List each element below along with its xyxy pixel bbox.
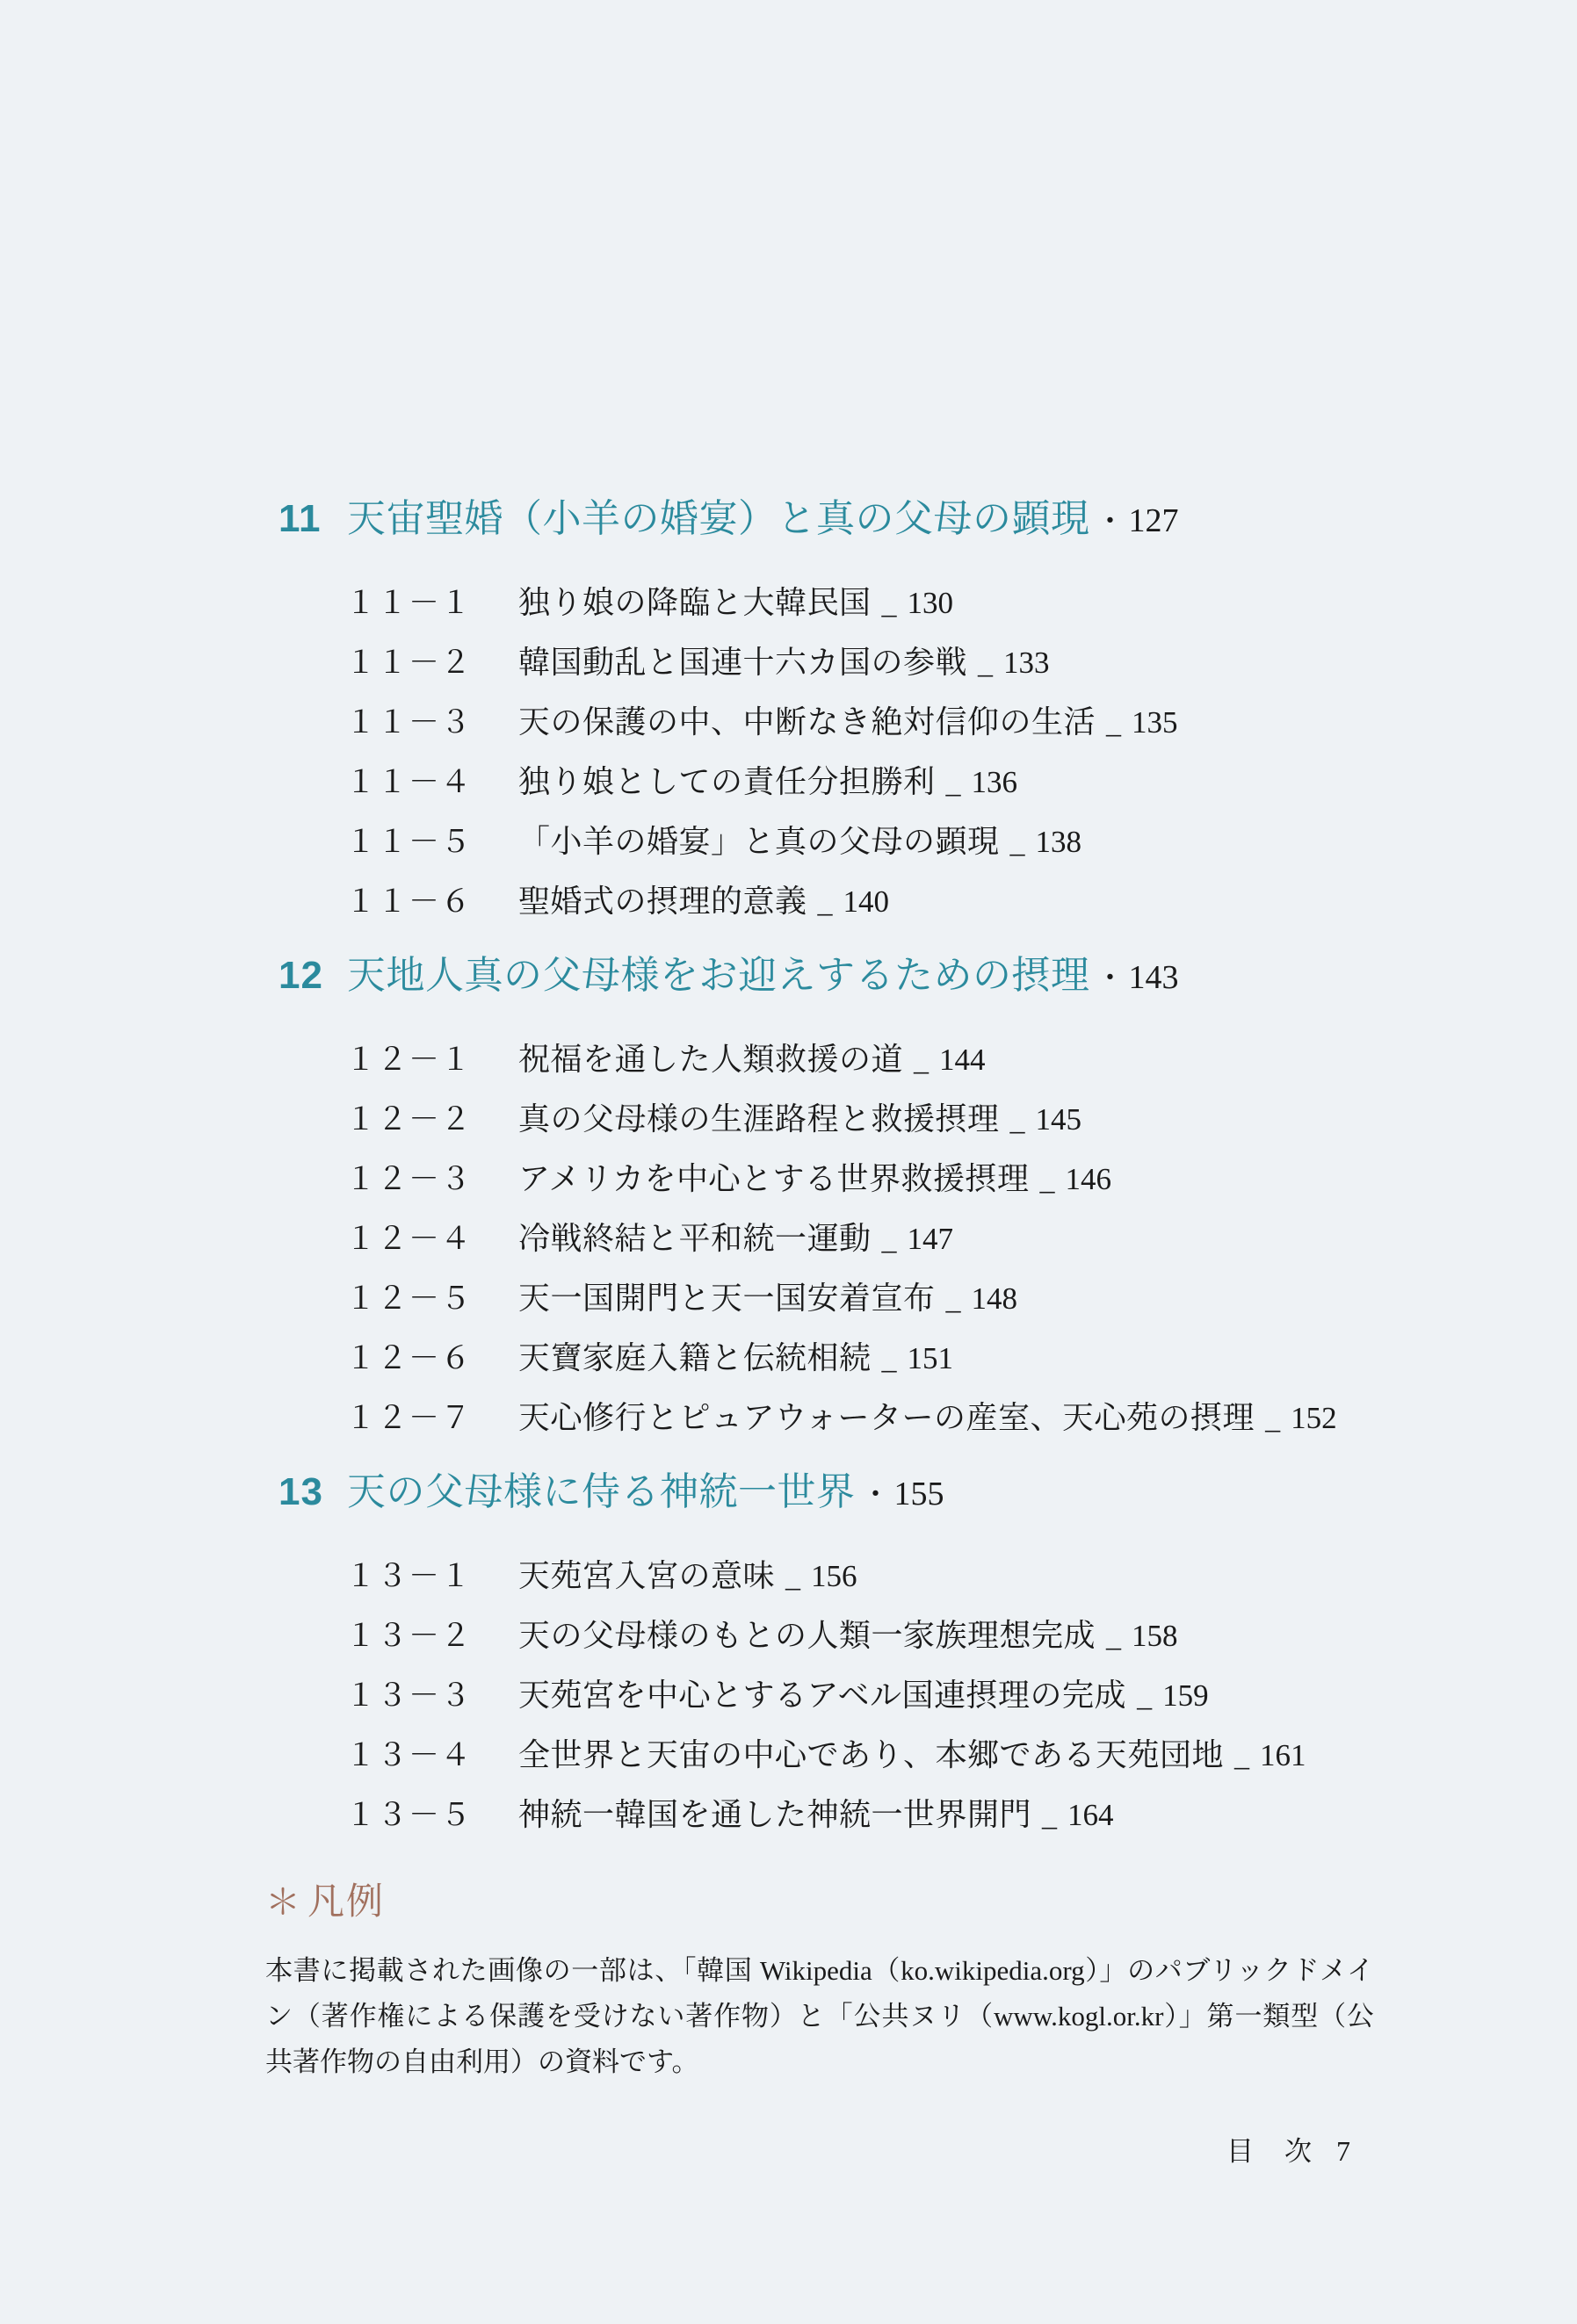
item-title: 天苑宮を中心とするアベル国連摂理の完成: [518, 1678, 1127, 1713]
item-page-separator: _: [1009, 1104, 1025, 1137]
footer-label: 目 次: [1226, 2136, 1313, 2167]
item-number: １３－２: [345, 1619, 473, 1653]
toc-item[interactable]: [345, 1388, 1421, 1447]
item-title: 韓国動乱と国連十六カ国の参戦: [518, 645, 968, 680]
legend-body-text: 本書に掲載された画像の一部は、「韓国 Wikipedia（ko.wikipedia.org）」のパブリックドメイン（著作権による保護を受けない著作物）と「公共ヌリ（www.kogl.or.kr）」第一類型（公共著作物の自由利用）の資料です。: [265, 1955, 1374, 2077]
section-page-number: 127: [1128, 502, 1179, 539]
toc-item[interactable]: [345, 1089, 1421, 1149]
legend-title: 凡例: [307, 1882, 386, 1923]
item-title: 「小羊の婚宴」と真の父母の顕現: [518, 824, 1000, 859]
item-page-number: 144: [939, 1043, 986, 1077]
item-page-separator: _: [817, 886, 833, 919]
section-header[interactable]: [279, 954, 1421, 998]
item-page-number: 159: [1162, 1678, 1209, 1713]
toc-item[interactable]: [345, 1725, 1421, 1785]
toc-section: [279, 497, 1421, 931]
item-page-separator: _: [945, 1283, 961, 1316]
item-number: １２－６: [345, 1341, 473, 1375]
item-page-number: 140: [843, 884, 890, 919]
item-page-number: 152: [1291, 1401, 1337, 1435]
toc-item[interactable]: [345, 1665, 1421, 1725]
item-page-number: 138: [1035, 825, 1082, 859]
toc: [279, 497, 1421, 1867]
item-title: アメリカを中心とする世界救援摂理: [518, 1161, 1030, 1196]
item-page-separator: _: [881, 1343, 897, 1375]
item-number: １１－１: [345, 586, 473, 620]
section-page-separator: ・: [1095, 506, 1125, 538]
page-footer: [1226, 2129, 1352, 2169]
section-header[interactable]: [279, 1470, 1421, 1514]
toc-item[interactable]: [345, 1149, 1421, 1209]
item-number: １２－３: [345, 1162, 473, 1196]
item-number: １１－６: [345, 884, 473, 919]
item-title: 天の保護の中、中断なき絶対信仰の生活: [518, 704, 1096, 740]
item-page-separator: _: [785, 1561, 801, 1593]
toc-item[interactable]: [345, 1268, 1421, 1328]
item-page-separator: _: [1265, 1403, 1281, 1435]
toc-item[interactable]: [345, 1029, 1421, 1089]
item-page-separator: _: [881, 588, 897, 620]
item-title: 天一国開門と天一国安着宣布: [518, 1281, 936, 1316]
section-number: 11: [279, 497, 322, 540]
item-number: １３－５: [345, 1798, 473, 1832]
item-number: １１－５: [345, 825, 473, 859]
toc-item[interactable]: [345, 1546, 1421, 1606]
item-title: 天心修行とピュアウォーターの産室、天心苑の摂理: [518, 1400, 1255, 1435]
item-title: 全世界と天宙の中心であり、本郷である天苑団地: [518, 1737, 1225, 1772]
item-number: １３－１: [345, 1559, 473, 1593]
section-page-number: 155: [893, 1476, 944, 1512]
toc-item[interactable]: [345, 812, 1421, 871]
toc-item[interactable]: [345, 1209, 1421, 1268]
item-page-number: 133: [1003, 646, 1050, 680]
toc-item[interactable]: [345, 632, 1421, 692]
item-number: １１－４: [345, 765, 473, 799]
item-number: １２－４: [345, 1222, 473, 1256]
item-title: 独り娘の降臨と大韓民国: [518, 585, 872, 620]
item-page-number: 130: [907, 586, 954, 620]
item-page-separator: _: [945, 767, 961, 799]
item-page-number: 135: [1132, 705, 1178, 740]
item-page-number: 164: [1067, 1798, 1114, 1832]
item-page-number: 151: [907, 1341, 954, 1375]
item-page-number: 146: [1065, 1162, 1111, 1196]
item-number: １２－２: [345, 1102, 473, 1137]
item-page-number: 145: [1035, 1102, 1082, 1137]
footer-page-number: 7: [1336, 2135, 1352, 2167]
item-page-separator: _: [881, 1223, 897, 1256]
toc-section: [279, 1470, 1421, 1844]
item-page-separator: _: [978, 647, 994, 680]
section-title: 天地人真の父母様をお迎えするための摂理: [347, 954, 1090, 997]
item-page-separator: _: [1039, 1164, 1055, 1196]
item-title: 聖婚式の摂理的意義: [518, 884, 807, 919]
legend-header: [265, 1880, 1374, 1925]
toc-item[interactable]: [345, 752, 1421, 812]
item-page-separator: _: [1234, 1740, 1250, 1772]
asterisk-marker: ＊: [265, 1882, 300, 1922]
item-number: １３－４: [345, 1738, 473, 1772]
item-title: 天寶家庭入籍と伝統相続: [518, 1340, 872, 1375]
item-page-separator: _: [1106, 707, 1122, 740]
item-page-number: 161: [1260, 1738, 1306, 1772]
item-page-number: 147: [907, 1222, 954, 1256]
item-number: １１－２: [345, 646, 473, 680]
item-number: １２－５: [345, 1281, 473, 1316]
item-number: １３－３: [345, 1678, 473, 1713]
section-number: 13: [279, 1470, 323, 1513]
section-number: 12: [279, 954, 323, 997]
item-title: 独り娘としての責任分担勝利: [518, 764, 936, 799]
section-header[interactable]: [279, 497, 1421, 541]
legend-section: [265, 1880, 1374, 2085]
section-page-separator: ・: [1095, 963, 1125, 995]
toc-item[interactable]: [345, 1328, 1421, 1388]
item-title: 天の父母様のもとの人類一家族理想完成: [518, 1618, 1096, 1653]
item-page-separator: _: [1106, 1620, 1122, 1653]
toc-item[interactable]: [345, 692, 1421, 752]
item-title: 祝福を通した人類救援の道: [518, 1042, 904, 1077]
item-page-separator: _: [914, 1044, 930, 1077]
item-number: １２－７: [345, 1401, 473, 1435]
toc-section: [279, 954, 1421, 1447]
item-page-separator: _: [1042, 1800, 1058, 1832]
item-number: １１－３: [345, 705, 473, 740]
item-page-separator: _: [1009, 826, 1025, 859]
section-page-separator: ・: [860, 1479, 891, 1512]
section-page-number: 143: [1128, 959, 1179, 996]
item-title: 天苑宮入宮の意味: [518, 1558, 776, 1593]
item-title: 神統一韓国を通した神統一世界開門: [518, 1797, 1032, 1832]
toc-item[interactable]: [345, 1785, 1421, 1844]
section-title: 天宙聖婚（小羊の婚宴）と真の父母の顕現: [347, 497, 1090, 540]
item-page-number: 158: [1132, 1619, 1178, 1653]
item-page-number: 136: [971, 765, 1018, 799]
item-number: １２－１: [345, 1043, 473, 1077]
toc-item[interactable]: [345, 573, 1421, 632]
section-title: 天の父母様に侍る神統一世界: [347, 1470, 856, 1513]
item-title: 冷戦終結と平和統一運動: [518, 1221, 872, 1256]
item-page-separator: _: [1137, 1680, 1153, 1713]
item-page-number: 148: [971, 1281, 1018, 1316]
toc-item[interactable]: [345, 871, 1421, 931]
item-page-number: 156: [811, 1559, 857, 1593]
item-title: 真の父母様の生涯路程と救援摂理: [518, 1101, 1000, 1137]
toc-item[interactable]: [345, 1606, 1421, 1665]
